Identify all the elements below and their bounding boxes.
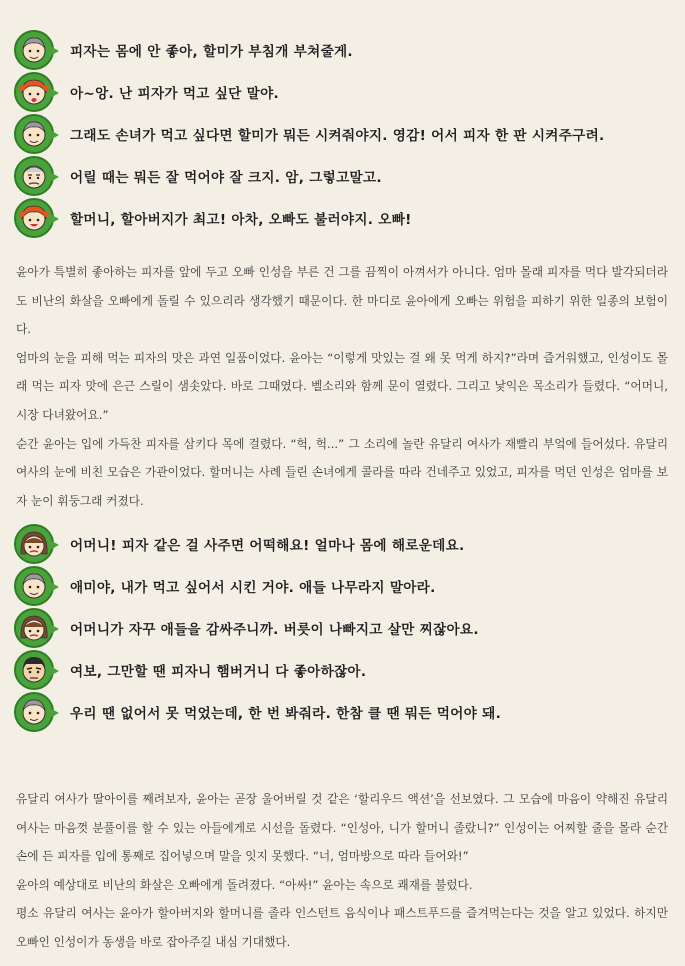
grandma-avatar-icon [14, 114, 54, 154]
mom-avatar-icon [14, 608, 54, 648]
dad-avatar-icon [14, 650, 54, 690]
paragraph: 유달리 여사가 딸아이를 째려보자, 윤아는 곧장 울어버릴 것 같은 ‘할리우드 액션’을 선보였다. 그 모습에 마음이 약해진 유달리 여사는 마음껏 분풀이를 할 수 있는 아들에게로 시선을 돌렸다. “인성아, 니가 할머니 졸랐니?” 인성이는 어찌할 줄을 몰라 순간 손에 든 피자를 입에 통째로 집어넣으며 말을 잇지 못했다. “너, 엄마방으로 따라 들어와!” [16, 792, 668, 864]
girl-avatar-icon [14, 198, 54, 238]
paragraph: 평소 유달리 여사는 윤아가 할아버지와 할머니를 졸라 인스턴트 음식이나 패스트푸드를 즐겨먹는다는 것을 알고 있었다. 하지만 오빠인 인성이가 동생을 바로 잡아주길 내심 기대했다. [16, 906, 668, 949]
dialog-line [14, 565, 674, 607]
dialog-line [14, 197, 674, 239]
dialog-text: 애미야, 내가 먹고 싶어서 시킨 거야. 애들 나무라지 말아라. [70, 580, 436, 596]
dialog-text: 우리 땐 없어서 못 먹었는데, 한 번 봐줘라. 한참 클 땐 뭐든 먹어야 돼. [70, 706, 502, 722]
dialog-line [14, 649, 674, 691]
dialog-text: 어릴 때는 뭐든 잘 먹어야 잘 크지. 암, 그렇고말고. [70, 170, 382, 186]
dialog-line [14, 523, 674, 565]
paragraph: 순간 윤아는 입에 가득찬 피자를 삼키다 목에 걸렸다. “헉, 헉...” 그 소리에 놀란 유달리 여사가 재빨리 부엌에 들어섰다. 유달리 여사의 눈에 비친 모습은 가관이었다. 할머니는 사례 들린 손녀에게 콜라를 따라 건네주고 있었고, 피자를 먹던 인성은 엄마를 보자 눈이 휘둥그래 커졌다. [16, 436, 668, 508]
dialog-block-2 [14, 523, 674, 733]
prose-block-2 [16, 785, 668, 957]
dialog-line [14, 71, 674, 113]
dialog-text: 그래도 손녀가 먹고 싶다면 할미가 뭐든 시켜줘야지. 영감! 어서 피자 한 판 시켜주구려. [70, 128, 605, 144]
dialog-text: 피자는 몸에 안 좋아, 할미가 부침개 부쳐줄게. [70, 44, 353, 60]
dialog-line [14, 607, 674, 649]
dialog-text: 어머니가 자꾸 애들을 감싸주니까. 버릇이 나빠지고 살만 찌잖아요. [70, 622, 479, 638]
dialog-text: 여보, 그만할 땐 피자니 햄버거니 다 좋아하잖아. [70, 664, 367, 680]
paragraph: 윤아의 예상대로 비난의 화살은 오빠에게 돌려졌다. “아싸!” 윤아는 속으로 쾌재를 불렀다. [16, 877, 473, 892]
grandma-avatar-icon [14, 692, 54, 732]
paragraph: 윤아가 특별히 좋아하는 피자를 앞에 두고 오빠 인성을 부른 건 그를 끔찍이 아껴서가 아니다. 엄마 몰래 피자를 먹다 발각되더라도 비난의 화살을 오빠에게 돌릴 수 있으리라 생각했기 때문이다. 한 마디로 윤아에게 오빠는 위험을 피하기 위한 일종의 보험이다. [16, 265, 668, 337]
dialog-block-1 [14, 29, 674, 239]
dialog-line [14, 29, 674, 71]
dialog-line [14, 691, 674, 733]
grandma-avatar-icon [14, 30, 54, 70]
paragraph: 엄마의 눈을 피해 먹는 피자의 맛은 과연 일품이었다. 윤아는 “이렇게 맛있는 걸 왜 못 먹게 하지?”라며 즐거워했고, 인성이도 몰래 먹는 피자 맛에 은근 스릴이 샘솟았다. 바로 그때였다. 벨소리와 함께 문이 열렸다. 그리고 낯익은 목소리가 들렸다. “어머니, 시장 다녀왔어요.” [16, 350, 668, 422]
dialog-text: 할머니, 할아버지가 최고! 아차, 오빠도 불러야지. 오빠! [70, 212, 412, 228]
dialog-text: 아~앙. 난 피자가 먹고 싶단 말야. [70, 86, 279, 102]
mom-avatar-icon [14, 524, 54, 564]
dialog-line [14, 113, 674, 155]
grandpa-avatar-icon [14, 156, 54, 196]
prose-block-1 [16, 258, 668, 515]
dialog-text: 어머니! 피자 같은 걸 사주면 어떡해요! 얼마나 몸에 해로운데요. [70, 538, 465, 554]
dialog-line [14, 155, 674, 197]
grandma-avatar-icon [14, 566, 54, 606]
girl-avatar-icon [14, 72, 54, 112]
